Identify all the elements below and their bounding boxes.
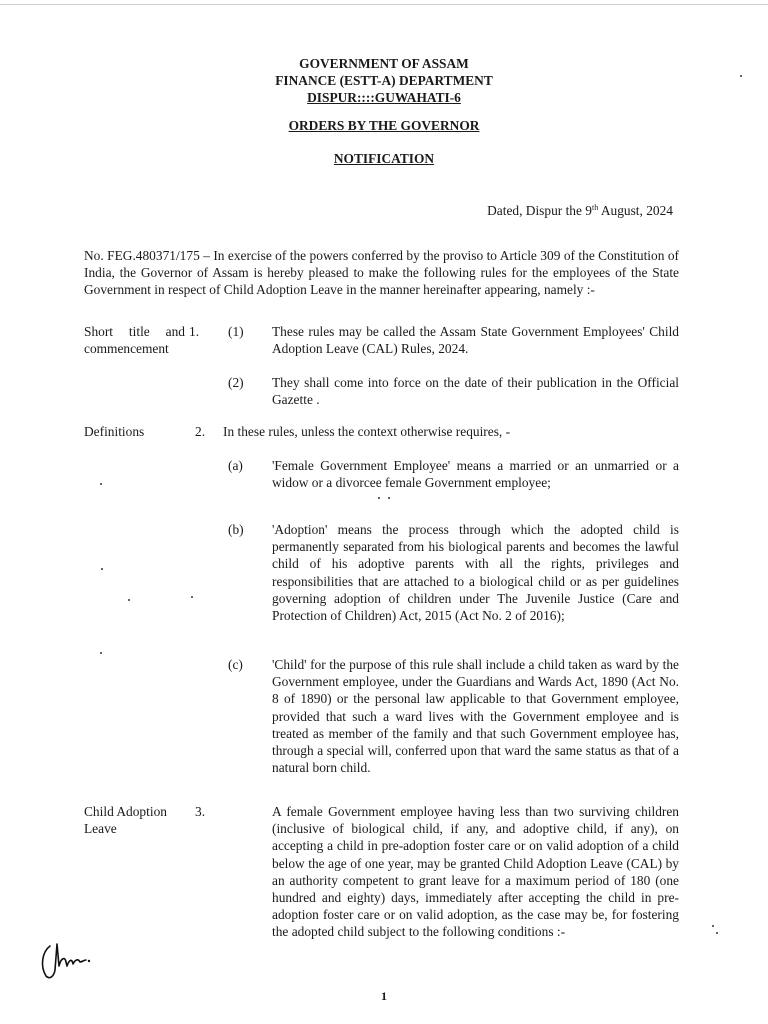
header-address-text: DISPUR::::GUWAHATI-6: [307, 90, 461, 105]
rule3-text: A female Government employee having less than two surviving children (inclusive of biological child, if any, and adoptive child, if any), on accepting a child in pre-adoption foster care or on valid adoption of a child below the age of one year, may be granted Child Adoption Leave (CAL) by an authority competent to grant leave for a maximum period of 180 (one hundred and eighty) days, immediately after accepting the child in pre-adoption foster care or on valid adoption, as the case may be, for fostering the adopted child subject to the following conditions :-: [272, 804, 679, 940]
header-department: FINANCE (ESTT-A) DEPARTMENT: [275, 73, 493, 88]
date-suffix: August, 2024: [598, 203, 673, 218]
margin-definitions: Definitions: [84, 424, 145, 439]
scan-speck: [716, 932, 718, 934]
handwritten-initials: [36, 936, 96, 982]
date-prefix: Dated, Dispur the 9: [487, 203, 592, 218]
page-number: 1: [381, 989, 387, 1003]
header-notification-text: NOTIFICATION: [333, 151, 435, 166]
preamble-paragraph: No. FEG.480371/175 – In exercise of the powers conferred by the proviso to Article 309 of the Constitution of India, the Governor of Assam is hereby pleased to make the following rules for the employees of the State Government in respect of Child Adoption Leave in the manner hereinafter appearing, namely :-: [84, 248, 679, 298]
rule1-number: 1.: [189, 324, 200, 339]
scan-speck: [100, 483, 102, 485]
scan-speck: [378, 497, 380, 499]
rule2-a-label: (a): [228, 458, 243, 473]
header-notification: [0, 150, 768, 167]
header-address: [0, 89, 768, 106]
rule1-item1-label: (1): [228, 324, 244, 339]
rule1-item2-label: (2): [228, 375, 244, 390]
rule3-number: 3.: [195, 804, 206, 819]
rule1-item1-text: These rules may be called the Assam State Government Employees' Child Adoption Leave (CAL) Rules, 2024.: [272, 324, 679, 357]
header-orders: [0, 117, 768, 134]
scan-speck: [100, 652, 102, 654]
scan-speck: [128, 599, 130, 601]
rule2-c-label: (c): [228, 657, 243, 672]
scan-speck: [191, 596, 193, 598]
scan-speck: [388, 497, 390, 499]
scan-speck: [712, 925, 714, 927]
margin-short-title: Short title and commencement: [84, 324, 185, 357]
scan-edge-line: [0, 4, 768, 5]
rule2-intro: In these rules, unless the context otherwise requires, -: [223, 424, 511, 439]
rule1-item2-text: They shall come into force on the date of their publication in the Official Gazette .: [272, 375, 679, 408]
rule2-b-label: (b): [228, 522, 244, 537]
date-line: [487, 202, 673, 219]
margin-child-adoption-leave: Child Adoption Leave: [84, 804, 167, 837]
header-orders-text: ORDERS BY THE GOVERNOR: [288, 118, 480, 133]
date-superscript: th: [591, 203, 599, 212]
scan-speck: [101, 568, 103, 570]
rule2-number: 2.: [195, 424, 206, 439]
rule2-a-text: 'Female Government Employee' means a married or an unmarried or a widow or a divorcee female Government employee;: [272, 458, 679, 491]
scan-speck: [740, 75, 742, 77]
rule2-c-text: 'Child' for the purpose of this rule shall include a child taken as ward by the Government employee, under the Guardians and Wards Act, 1890 (Act No. 8 of 1890) or the personal law applicable to that Government employee, provided that such a ward lives with the Government employee and is treated as member of the family and that such Government employee has, through a special will, conferred upon that ward the same status as that of a natural born child.: [272, 657, 679, 776]
rule2-b-text: 'Adoption' means the process through which the adopted child is permanently separated from his biological parents and becomes the lawful child of his adoptive parents with all the rights, privileges and responsibilities that are attached to a biological child or as per guidelines governing adoption of children under The Juvenile Justice (Care and Protection of Children) Act, 2015 (Act No. 2 of 2016);: [272, 522, 679, 624]
header-government: GOVERNMENT OF ASSAM: [299, 56, 469, 71]
